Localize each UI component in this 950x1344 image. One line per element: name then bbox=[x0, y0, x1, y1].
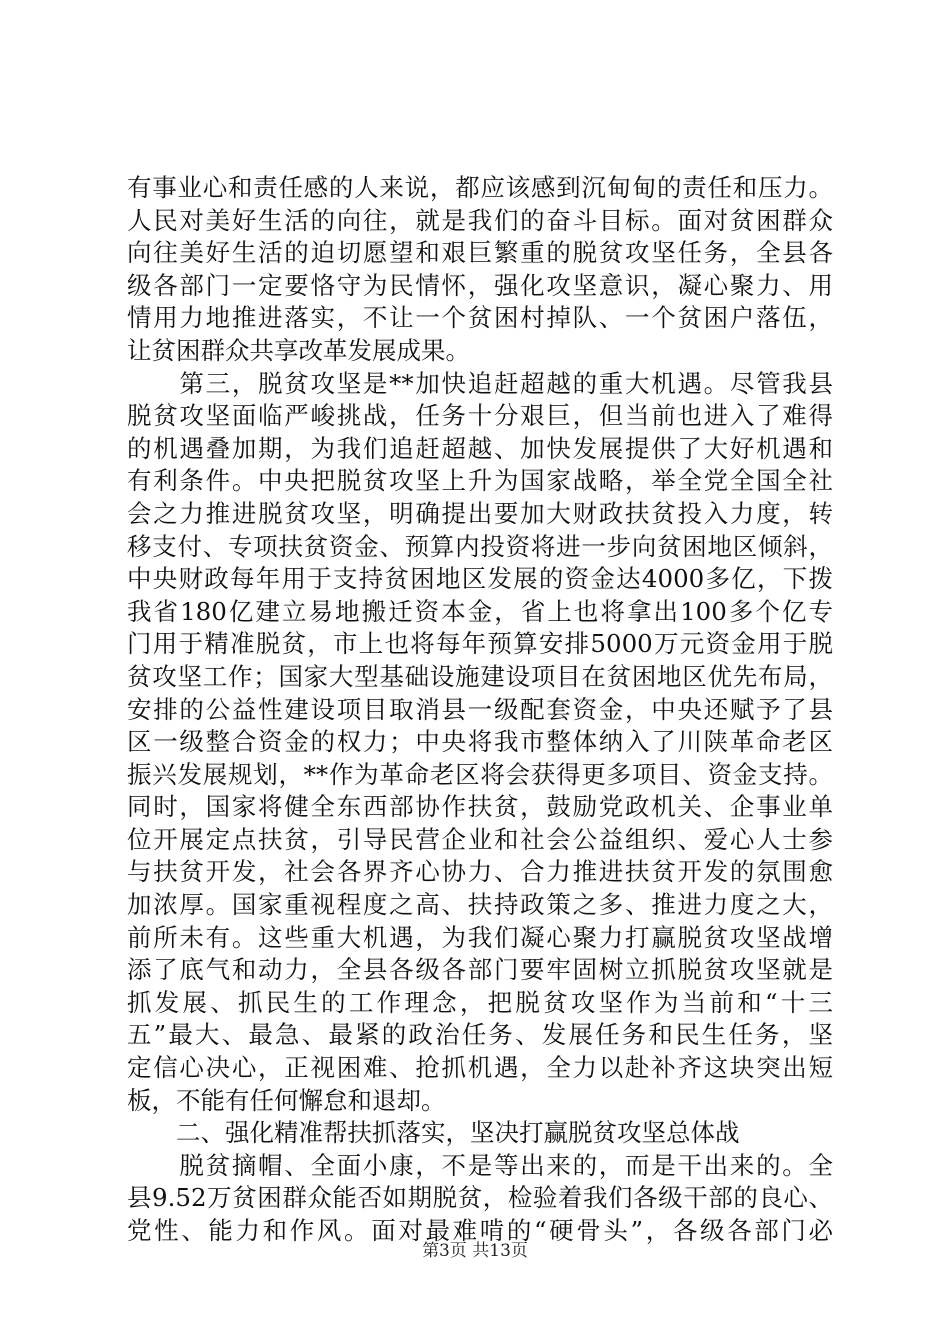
text-line: 党性、能力和作风。面对最难啃的“硬骨头”，各级各部门必 bbox=[127, 1216, 833, 1245]
page-footer: 第3页 共13页 bbox=[422, 1241, 528, 1261]
text-line: 加浓厚。国家重视程度之高、扶持政策之多、推进力度之大， bbox=[127, 890, 833, 920]
text-line: 位开展定点扶贫，引导民营企业和社会公益组织、爱心人士参 bbox=[127, 824, 833, 854]
text-line: 县9.52万贫困群众能否如期脱贫，检验着我们各级干部的良心、 bbox=[127, 1183, 833, 1213]
text-line: 二、强化精准帮扶抓落实，坚决打赢脱贫攻坚总体战 bbox=[127, 1118, 740, 1148]
text-line: 的机遇叠加期，为我们追赶超越、加快发展提供了大好机遇和 bbox=[127, 433, 833, 463]
text-line: 有事业心和责任感的人来说，都应该感到沉甸甸的责任和压力。 bbox=[127, 173, 833, 202]
text-line: 向往美好生活的迫切愿望和艰巨繁重的脱贫攻坚任务，全县各 bbox=[127, 238, 833, 268]
text-line: 情用力地推进落实，不让一个贫困村掉队、一个贫困户落伍， bbox=[127, 303, 833, 333]
text-line: 让贫困群众共享改革发展成果。 bbox=[127, 335, 470, 365]
text-line: 脱贫摘帽、全面小康，不是等出来的，而是干出来的。全 bbox=[127, 1150, 833, 1180]
text-line: 第三，脱贫攻坚是**加快追赶超越的重大机遇。尽管我县 bbox=[127, 368, 833, 398]
text-line: 振兴发展规划，**作为革命老区将会获得更多项目、资金支持。 bbox=[127, 759, 833, 789]
text-line: 定信心决心，正视困难、抢抓机遇，全力以赴补齐这块突出短 bbox=[127, 1053, 833, 1083]
text-line: 前所未有。这些重大机遇，为我们凝心聚力打赢脱贫攻坚战增 bbox=[127, 922, 833, 952]
text-line: 与扶贫开发，社会各界齐心协力、合力推进扶贫开发的氛围愈 bbox=[127, 857, 833, 887]
text-line: 有利条件。中央把脱贫攻坚上升为国家战略，举全党全国全社 bbox=[127, 466, 833, 496]
text-line: 门用于精准脱贫，市上也将每年预算安排5000万元资金用于脱 bbox=[127, 629, 833, 659]
text-line: 五”最大、最急、最紧的政治任务、发展任务和民生任务，坚 bbox=[127, 1020, 833, 1050]
text-line: 贫攻坚工作；国家大型基础设施建设项目在贫困地区优先布局， bbox=[127, 661, 833, 691]
text-line: 移支付、专项扶贫资金、预算内投资将进一步向贫困地区倾斜， bbox=[127, 531, 833, 561]
text-line: 添了底气和动力，全县各级各部门要牢固树立抓脱贫攻坚就是 bbox=[127, 955, 833, 985]
text-line: 板，不能有任何懈怠和退却。 bbox=[127, 1085, 446, 1115]
body-text bbox=[127, 172, 833, 1248]
text-line: 会之力推进脱贫攻坚，明确提出要加大财政扶贫投入力度，转 bbox=[127, 498, 833, 528]
text-line: 同时，国家将健全东西部协作扶贫，鼓励党政机关、企事业单 bbox=[127, 792, 833, 822]
text-line: 我省180亿建立易地搬迁资本金，省上也将拿出100多个亿专 bbox=[127, 596, 833, 626]
text-line: 安排的公益性建设项目取消县一级配套资金，中央还赋予了县 bbox=[127, 694, 833, 724]
text-line: 抓发展、抓民生的工作理念，把脱贫攻坚作为当前和“十三 bbox=[127, 987, 833, 1017]
text-line: 人民对美好生活的向往，就是我们的奋斗目标。面对贫困群众 bbox=[127, 205, 833, 235]
text-line: 级各部门一定要恪守为民情怀，强化攻坚意识，凝心聚力、用 bbox=[127, 270, 833, 300]
text-line: 区一级整合资金的权力；中央将我市整体纳入了川陕革命老区 bbox=[127, 727, 833, 757]
text-line: 中央财政每年用于支持贫困地区发展的资金达4000多亿，下拨 bbox=[127, 564, 833, 594]
text-line: 脱贫攻坚面临严峻挑战，任务十分艰巨，但当前也进入了难得 bbox=[127, 401, 833, 431]
